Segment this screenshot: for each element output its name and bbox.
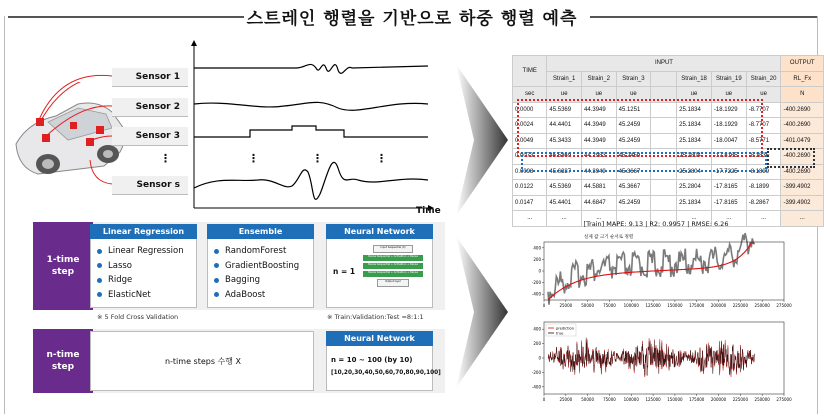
- model-item: ElasticNet: [108, 289, 151, 300]
- column-header: Strain_3: [616, 71, 651, 87]
- table-cell: 45.3667: [616, 180, 651, 196]
- table-cell: 44.5881: [582, 180, 617, 196]
- table-cell: 45.2459: [616, 195, 651, 211]
- time-header: TIME: [513, 56, 547, 87]
- page-title: 스트레인 행렬을 기반으로 하중 행렬 예측: [246, 9, 578, 29]
- table-cell: 45.2459: [616, 118, 651, 134]
- model-item: RandomForest: [225, 246, 287, 256]
- table-cell: 45.5369: [547, 102, 582, 118]
- red-window-highlight: [517, 99, 763, 157]
- x-tick-label: 200000: [710, 397, 727, 402]
- time-axis-label: Time: [416, 206, 441, 216]
- n-step-label: n-time step: [33, 329, 93, 393]
- table-cell: 25.2804: [677, 180, 712, 196]
- table-cell: 45.2459: [616, 133, 651, 149]
- x-tick-label: 0: [542, 397, 546, 402]
- column-header: Strain_2: [582, 71, 617, 87]
- title-rule-left: [8, 16, 244, 18]
- model-item: Lasso: [108, 260, 133, 271]
- column-header: [651, 71, 677, 87]
- table-cell: 45.3667: [616, 164, 651, 180]
- ensemble-panel: [207, 224, 314, 308]
- x-tick-label: 75000: [603, 303, 616, 308]
- x-tick-label: 275000: [776, 397, 792, 402]
- table-cell: -17.8165: [711, 180, 746, 196]
- table-cell: 44.3949: [582, 102, 617, 118]
- neural-network-panel-2: [326, 331, 441, 391]
- table-cell: -8.2867: [746, 195, 781, 211]
- column-header: Strain_20: [746, 71, 781, 87]
- unit-cell: ue: [746, 87, 781, 103]
- model-item: Bagging: [225, 275, 260, 285]
- output-unit-cell: N: [781, 87, 824, 103]
- table-cell: 0.0024: [513, 118, 547, 134]
- table-cell: 0.0147: [513, 195, 547, 211]
- blue-window-highlight: [521, 152, 767, 172]
- table-cell: -18.1929: [711, 118, 746, 134]
- table-cell: 45.5369: [547, 149, 582, 165]
- x-tick-label: 50000: [581, 303, 595, 308]
- frame-left-line: [4, 16, 5, 414]
- table-cell: -8.5771: [746, 133, 781, 149]
- split-note: ※ Train:Validation:Test =8:1:1: [327, 313, 424, 321]
- linear-regression-title: Linear Regression: [90, 224, 197, 239]
- neural-network-title-2: Neural Network: [326, 331, 433, 346]
- table-cell: 45.5369: [547, 180, 582, 196]
- table-cell: ...: [582, 211, 617, 227]
- table-cell: 45.6337: [547, 164, 582, 180]
- table-cell: ...: [711, 211, 746, 227]
- table-cell: ...: [547, 211, 582, 227]
- table-cell: -401.0479: [781, 133, 824, 149]
- prediction-series-line: [548, 243, 754, 299]
- table-cell: 44.4401: [547, 118, 582, 134]
- unit-cell: ue: [582, 87, 617, 103]
- legend-label-true: true: [556, 331, 564, 336]
- table-cell: -17.8165: [711, 195, 746, 211]
- x-tick-label: 100000: [623, 397, 639, 402]
- x-tick-label: 125000: [645, 397, 661, 402]
- table-cell: -18.1929: [711, 102, 746, 118]
- y-tick-label: -200: [531, 369, 541, 375]
- table-cell: -18.0047: [711, 133, 746, 149]
- y-tick-label: 400: [533, 326, 541, 332]
- column-header: Strain_18: [677, 71, 712, 87]
- sensor-label-3: Sensor 3: [112, 127, 188, 146]
- plot-legend: [546, 324, 576, 336]
- table-cell: 25.1834: [677, 102, 712, 118]
- table-cell: [651, 195, 677, 211]
- table-cell: -8.1899: [746, 180, 781, 196]
- x-tick-label: 25000: [559, 303, 573, 308]
- sorted-prediction-plot: [508, 228, 798, 312]
- table-cell: -400.2690: [781, 118, 824, 134]
- sensor-label-1: Sensor 1: [112, 68, 188, 87]
- ensemble-title: Ensemble: [207, 224, 314, 239]
- table-cell: 0.0073: [513, 149, 547, 165]
- x-tick-label: 150000: [667, 303, 683, 308]
- y-tick-label: 400: [533, 245, 541, 251]
- nn-layer: Dense Sequential + Activation + Dense: [363, 263, 423, 269]
- sensor-label-s: Sensor s: [112, 176, 188, 195]
- sorted-plot-subtitle: 실제 값 크기 순서로 정렬: [584, 235, 634, 240]
- nn-layer: Output layer: [377, 279, 409, 287]
- model-item: Ridge: [108, 275, 133, 285]
- table-cell: 0.0098: [513, 164, 547, 180]
- x-tick-label: 150000: [667, 397, 683, 402]
- true-series-line: [548, 233, 754, 305]
- table-cell: 25.1834: [677, 195, 712, 211]
- table-cell: 44.3949: [582, 133, 617, 149]
- table-cell: 45.4401: [547, 195, 582, 211]
- nn-layer: Dense Sequential + Activation + Dense: [363, 271, 423, 277]
- column-header: Strain_1: [547, 71, 582, 87]
- table-cell: 44.3949: [582, 118, 617, 134]
- table-cell: 0.0049: [513, 133, 547, 149]
- table-cell: -17.8165: [711, 149, 746, 165]
- nn-n-value: n = 1: [333, 267, 356, 276]
- x-tick-label: 25000: [559, 397, 573, 402]
- x-tick-label: 125000: [645, 303, 661, 308]
- car-illustration: [8, 82, 128, 192]
- table-cell: -8.3835: [746, 149, 781, 165]
- table-cell: 45.3433: [547, 133, 582, 149]
- table-cell: 45.2459: [616, 149, 651, 165]
- unit-cell: ue: [677, 87, 712, 103]
- table-cell: 45.1251: [616, 102, 651, 118]
- linear-regression-panel: [90, 224, 197, 308]
- unit-cell: ue: [547, 87, 582, 103]
- x-tick-label: 225000: [732, 303, 749, 308]
- x-tick-label: 175000: [689, 303, 705, 308]
- y-tick-label: 0: [538, 355, 541, 361]
- x-tick-label: 0: [542, 303, 546, 308]
- table-cell: 25.1834: [677, 118, 712, 134]
- unit-cell: sec: [513, 87, 547, 103]
- table-cell: 44.3949: [582, 164, 617, 180]
- timeseries-prediction-plot: [508, 318, 798, 408]
- x-tick-label: 200000: [710, 303, 727, 308]
- train-metrics-title: [Train] MAPE: 9.13 | R2: 0.9957 | RMSE: 6.26: [583, 220, 729, 228]
- table-cell: 25.1834: [677, 133, 712, 149]
- model-item: Linear Regression: [108, 246, 184, 256]
- table-cell: -8.1899: [746, 164, 781, 180]
- table-cell: -8.7707: [746, 102, 781, 118]
- nn-architecture-diagram: [363, 245, 423, 287]
- table-cell: ...: [746, 211, 781, 227]
- title-rule-right: [590, 16, 818, 18]
- one-step-label: 1-time step: [33, 222, 93, 310]
- x-tick-label: 100000: [623, 303, 639, 308]
- x-tick-label: 250000: [754, 397, 770, 402]
- y-tick-label: 200: [533, 256, 541, 262]
- n-steps-not-performed: n-time steps 수행 X: [164, 357, 242, 366]
- nn-layer: Input Sequential (X): [373, 245, 413, 253]
- n-step-ml-panel: [90, 331, 314, 391]
- x-tick-label: 175000: [689, 397, 705, 402]
- y-tick-label: -400: [531, 384, 541, 390]
- table-cell: -8.7707: [746, 118, 781, 134]
- nn-n-list: [10,20,30,40,50,60,70,80,90,100]: [331, 370, 441, 376]
- signal-plot: [188, 40, 438, 215]
- unit-cell: ue: [711, 87, 746, 103]
- table-cell: ...: [513, 211, 547, 227]
- signal-ellipsis-2: ⋮: [312, 152, 323, 165]
- sensor-ellipsis: ⋮: [160, 152, 171, 165]
- table-cell: [651, 180, 677, 196]
- legend-label-prediction: prediction: [556, 326, 575, 331]
- x-tick-label: 250000: [754, 303, 770, 308]
- table-cell: 0.0000: [513, 102, 547, 118]
- table-cell: -400.2690: [781, 164, 824, 180]
- x-tick-label: 275000: [776, 303, 792, 308]
- x-tick-label: 75000: [603, 397, 616, 402]
- y-tick-label: -200: [531, 280, 541, 286]
- cv-note: ※ 5 Fold Cross Validation: [97, 313, 179, 321]
- table-cell: ...: [677, 211, 712, 227]
- table-cell: -399.4902: [781, 195, 824, 211]
- input-header: INPUT: [547, 56, 781, 72]
- output-column-header: RL_Fx: [781, 71, 824, 87]
- neural-network-title-1: Neural Network: [326, 224, 433, 239]
- y-tick-label: -400: [531, 291, 541, 297]
- table-cell: ...: [781, 211, 824, 227]
- output-header: OUTPUT: [781, 56, 824, 72]
- signal-ellipsis-1: ⋮: [248, 152, 259, 165]
- model-item: AdaBoost: [225, 289, 266, 300]
- table-cell: 44.2983: [582, 149, 617, 165]
- neural-network-panel-1: [326, 224, 433, 308]
- model-item: GradientBoosting: [225, 260, 300, 271]
- x-tick-label: 225000: [732, 397, 749, 402]
- table-cell: -400.2690: [781, 149, 824, 165]
- nn-layer: Dense Sequential + Activation + Dense: [363, 255, 423, 261]
- x-tick-label: 50000: [581, 397, 595, 402]
- table-row: [513, 195, 824, 211]
- table-row: [513, 180, 824, 196]
- arrow-to-plots: [452, 232, 512, 392]
- signal-ellipsis-3: ⋮: [376, 152, 387, 165]
- table-cell: 44.6847: [582, 195, 617, 211]
- sensor-label-2: Sensor 2: [112, 98, 188, 117]
- table-cell: 0.0122: [513, 180, 547, 196]
- column-header: Strain_19: [711, 71, 746, 87]
- unit-cell: ue: [616, 87, 651, 103]
- y-tick-label: 0: [538, 268, 541, 274]
- table-cell: 25.2804: [677, 149, 712, 165]
- table-cell: -399.4902: [781, 180, 824, 196]
- table-cell: -400.2690: [781, 102, 824, 118]
- arrow-to-table: [452, 60, 512, 220]
- y-tick-label: 200: [533, 341, 541, 347]
- table-cell: 25.2804: [677, 164, 712, 180]
- nn-n-range: n = 10 ~ 100 (by 10): [331, 356, 413, 364]
- output-target-highlight: [767, 148, 815, 168]
- table-cell: -17.7225: [711, 164, 746, 180]
